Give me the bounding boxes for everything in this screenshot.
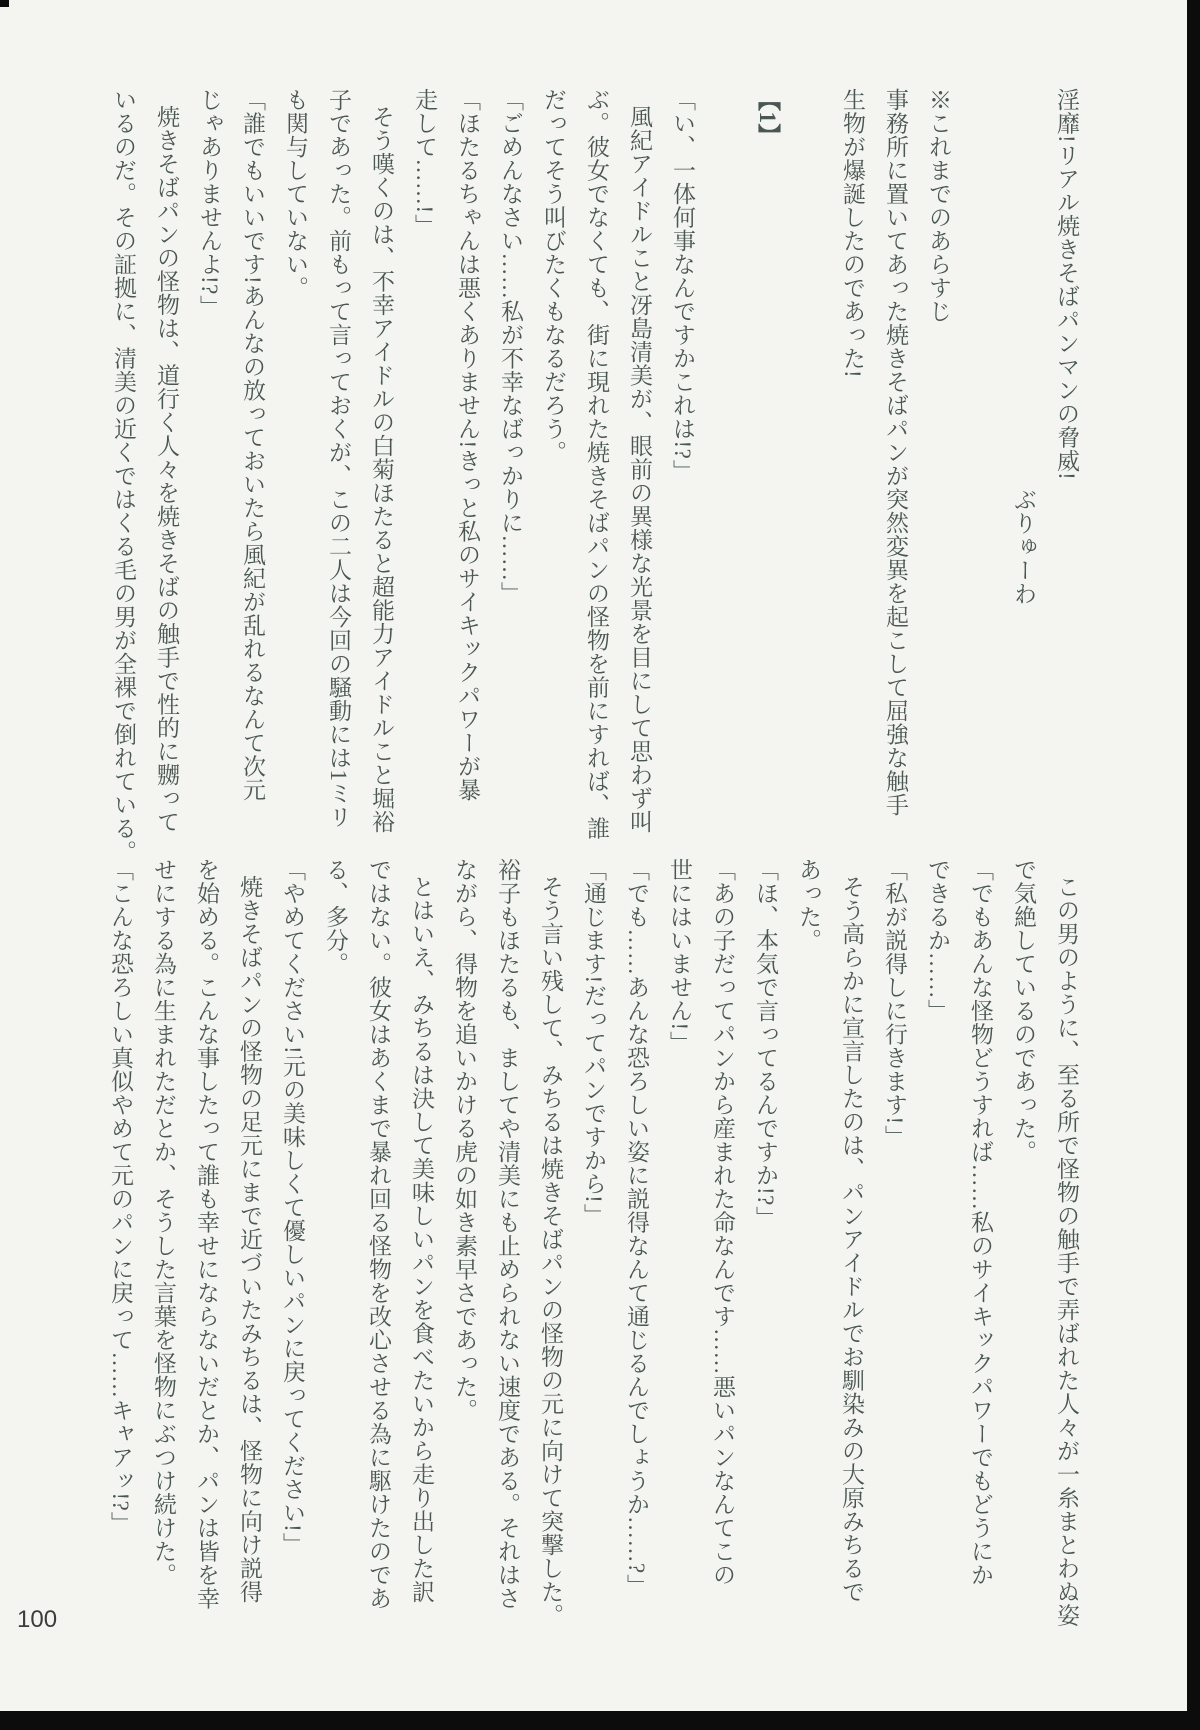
- text-column: ではない。彼女はあくまで暴れ回る怪物を改心させる為に駆けたのであ: [366, 858, 391, 1610]
- text-column: そう嘆くのは、不幸アイドルの白菊ほたると超能力アイドルこと堀裕: [369, 105, 394, 834]
- text-column: できるか……」: [925, 858, 950, 1023]
- text-column: も関与していない。: [283, 88, 308, 300]
- text-column: 「ごめんなさい……私が不幸なばっかりに……」: [498, 88, 523, 605]
- text-column: 「誰でもいいです!あんなの放っておいたら風紀が乱れるなんて次元: [240, 88, 265, 802]
- scan-edge-right: [1187, 0, 1200, 1730]
- synopsis-heading: ※これまでのあらすじ: [926, 88, 951, 323]
- text-column: 世にはいません!」: [667, 858, 692, 1055]
- page-number: 100: [17, 1606, 58, 1633]
- text-column: を始める。こんな事したって誰も幸せにならないだとか、パンは皆を幸: [194, 858, 219, 1610]
- scan-edge-bottom: [0, 1711, 1200, 1730]
- text-column: とはいえ、みちるは決して美味しいパンを食べたいから走り出した訳: [409, 875, 434, 1604]
- text-column: 裕子もほたるも、ましてや清美にも止められない速度である。それはさ: [495, 858, 520, 1610]
- text-column: 「でも……あんな恐ろしい姿に説得なんて通じるんでしょうか……?」: [624, 858, 649, 1598]
- text-column: 生物が爆誕したのであった!: [840, 88, 865, 379]
- text-column: そう高らかに宣言したのは、パンアイドルでお馴染みの大原みちるで: [839, 875, 864, 1604]
- text-column: あった。: [796, 858, 821, 952]
- top-text-section: [102, 88, 1088, 864]
- chapter-heading: 【1】: [755, 88, 780, 147]
- text-column: る、多分。: [323, 858, 348, 976]
- text-column: 走して……!」: [412, 88, 437, 238]
- bottom-text-section: [99, 858, 1088, 1650]
- text-column: この男のように、至る所で怪物の触手で弄ばれた人々が一糸まとわぬ姿: [1054, 875, 1079, 1627]
- page-title: 淫靡!リアル焼きそばパンマンの脅威!: [1054, 88, 1079, 481]
- text-column: 「通じます!だってパンですから!」: [581, 858, 606, 1227]
- text-column: 子であった。前もって言っておくが、この二人は今回の騒動には1ミリ: [326, 88, 351, 829]
- text-column: 「ほ、本気で言ってるんですか!?」: [753, 858, 778, 1230]
- text-column: で気絶しているのであった。: [1011, 858, 1036, 1164]
- text-column: 「私が説得しに行きます!」: [882, 858, 907, 1149]
- scan-speck-top-left: [0, 0, 9, 7]
- text-column: せにする為に生まれただとか、そうした言葉を怪物にぶつけ続けた。: [151, 858, 176, 1587]
- text-column: 「あの子だってパンから産まれた命なんです……悪いパンなんてこの: [710, 858, 735, 1587]
- text-column: そう言い残して、みちるは焼きそばパンの怪物の元に向けて突撃した。: [538, 875, 563, 1627]
- text-column: ながら、得物を追いかける虎の如き素早さであった。: [452, 858, 477, 1422]
- text-column: じゃありませんよ!?」: [197, 88, 222, 319]
- text-column: 「やめてください!元の美味しくて優しいパンに戻ってください!」: [280, 858, 305, 1556]
- text-column: ぶ。彼女でなくても、街に現れた焼きそばパンの怪物を前にすれば、誰: [584, 88, 609, 840]
- text-column: だってそう叫びたくもなるだろう。: [541, 88, 566, 464]
- text-column: 焼きそばパンの怪物は、道行く人々を焼きそばの触手で性的に嬲って: [154, 105, 179, 834]
- text-column: いるのだ。その証拠に、清美の近くではくる毛の男が全裸で倒れている。: [111, 88, 136, 864]
- text-column: 風紀アイドルこと冴島清美が、眼前の異様な光景を目にして思わず叫: [627, 105, 652, 834]
- text-column: 「い、一体何事なんですかこれは!?」: [670, 88, 695, 483]
- text-column: 焼きそばパンの怪物の足元にまで近づいたみちるは、怪物に向け説得: [237, 875, 262, 1604]
- author-name: ぶりゅーわ: [1011, 488, 1036, 606]
- text-column: 「こんな恐ろしい真似やめて元のパンに戻って……キャアッ!?」: [108, 858, 133, 1535]
- text-column: 「でもあんな怪物どうすれば……私のサイキックパワーでもどうにか: [968, 858, 993, 1587]
- text-column: 事務所に置いてあった焼きそばパンが突然変異を起こして屈強な触手: [883, 88, 908, 817]
- text-column: 「ほたるちゃんは悪くありません!きっと私のサイキックパワーが暴: [455, 88, 480, 802]
